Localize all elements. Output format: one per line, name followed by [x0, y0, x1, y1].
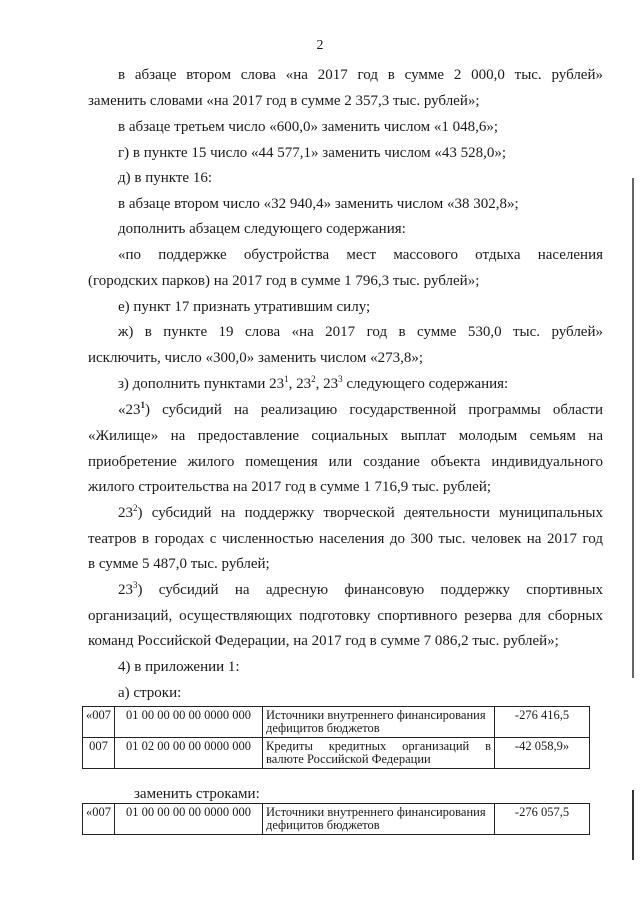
budget-code: 01 00 00 00 00 0000 000: [115, 707, 263, 738]
scan-edge-mark: [632, 790, 634, 860]
text-line: жилого строительства на 2017 год в сумме 1 716,9 тыс. рублей;: [88, 479, 492, 495]
text-line: $23^2$) субсидий на поддержку творческой деятельности муниципальных: [118, 503, 603, 521]
text-line: исключить, число «300,0» заменить числом «273,8»;: [88, 350, 424, 366]
amount: -276 416,5: [495, 707, 590, 738]
page-number: 2: [316, 38, 324, 53]
text-line: з) дополнить пунктами $23^1$, $23^2$, $23^3$ следующего содержания:: [118, 374, 509, 392]
text-line: в абзаце втором слова «на 2017 год в сумме 2 000,0 тыс. рублей»: [118, 67, 603, 83]
text-line: «Жилище» на предоставление социальных выплат молодым семьям на: [88, 428, 603, 444]
row-prefix: «007: [83, 804, 115, 835]
line-name: Кредиты кредитных организаций в валюте Российской Федерации: [263, 738, 495, 769]
budget-code: 01 02 00 00 00 0000 000: [115, 738, 263, 769]
text-line: в сумме 5 487,0 тыс. рублей;: [88, 556, 270, 572]
finance-table-old: [82, 706, 590, 769]
row-prefix: «007: [83, 707, 115, 738]
table-row: [83, 804, 590, 835]
text-line: в абзаце третьем число «600,0» заменить числом «1 048,6»;: [118, 119, 499, 135]
text-line: ж) в пункте 19 слова «на 2017 год в сумме 530,0 тыс. рублей»: [118, 324, 603, 340]
text-line: заменить словами «на 2017 год в сумме 2 357,3 тыс. рублей»;: [88, 93, 480, 109]
amount: -42 058,9»: [495, 738, 590, 769]
text-line: «$23^1$) субсидий на реализацию государственной программы области: [118, 400, 603, 418]
text-line: (городских парков) на 2017 год в сумме 1 796,3 тыс. рублей»;: [88, 273, 480, 289]
text-line: дополнить абзацем следующего содержания:: [118, 221, 406, 237]
budget-code: 01 00 00 00 00 0000 000: [115, 804, 263, 835]
text-line: г) в пункте 15 число «44 577,1» заменить числом «43 528,0»;: [118, 145, 507, 161]
row-prefix: 007: [83, 738, 115, 769]
text-line: организаций, осуществляющих подготовку спортивного резерва для сборных: [88, 608, 603, 624]
text-line: «по поддержке обустройства мест массового отдыха населения: [118, 247, 603, 263]
text-line: 4) в приложении 1:: [118, 659, 240, 675]
table-row: [83, 707, 590, 738]
text-line: команд Российской Федерации, на 2017 год в сумме 7 086,2 тыс. рублей»;: [88, 633, 559, 649]
table-row: [83, 738, 590, 769]
line-name: Источники внутреннего финансирования дефицитов бюджетов: [263, 707, 495, 738]
finance-table-new: [82, 803, 590, 835]
amount: -276 057,5: [495, 804, 590, 835]
text-line: заменить строками:: [134, 786, 260, 802]
text-line: д) в пункте 16:: [118, 170, 212, 186]
text-line: в абзаце втором число «32 940,4» заменить числом «38 302,8»;: [118, 196, 519, 212]
text-line: $23^3$) субсидий на адресную финансовую поддержку спортивных: [118, 580, 603, 598]
line-name: Источники внутреннего финансирования дефицитов бюджетов: [263, 804, 495, 835]
text-line: приобретение жилого помещения или создание объекта индивидуального: [88, 454, 603, 470]
text-line: а) строки:: [118, 685, 182, 701]
scan-edge-mark: [632, 178, 634, 678]
text-line: е) пункт 17 признать утратившим силу;: [118, 299, 371, 315]
text-line: театров в городах с численностью населения до 300 тыс. человек на 2017 год: [88, 531, 603, 547]
